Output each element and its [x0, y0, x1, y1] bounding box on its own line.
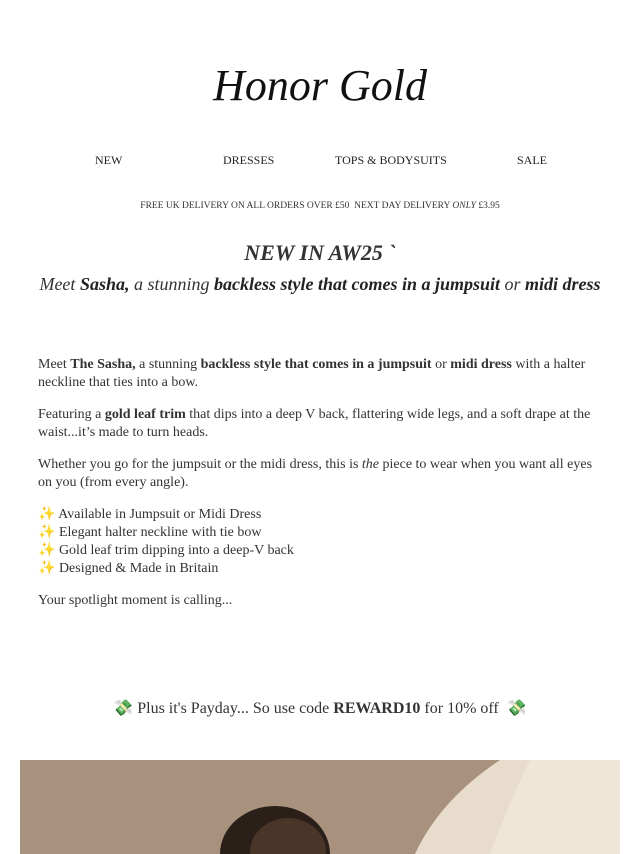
- p3-start: Whether you go for the jumpsuit or the midi dress, this is: [38, 457, 359, 472]
- svg-text:Honor Gold: Honor Gold: [213, 61, 427, 110]
- nav-item-sale[interactable]: SALE: [517, 153, 547, 167]
- product-description: [38, 356, 602, 624]
- money-icon: 💸: [113, 700, 134, 717]
- subhead-meet: Meet: [39, 274, 76, 294]
- page-title: NEW IN AW25 `: [244, 240, 396, 265]
- subhead-midi: midi dress: [525, 274, 601, 294]
- sparkle-icon: ✨: [38, 543, 56, 558]
- feature-item: [38, 560, 602, 578]
- subhead-or: or: [504, 274, 521, 294]
- feature-text: Designed & Made in Britain: [58, 561, 219, 576]
- feature-item: [38, 524, 602, 542]
- hero-image-art: [20, 760, 620, 854]
- discount-code: REWARD10: [333, 700, 421, 717]
- sparkle-icon: ✨: [38, 507, 56, 522]
- next-day-only: ONLY: [452, 201, 476, 211]
- feature-item: [38, 506, 602, 524]
- p2-trim: gold leaf trim: [104, 407, 186, 422]
- subheadline: [0, 274, 640, 295]
- payday-suffix: for 10% off: [424, 700, 499, 717]
- subhead-a-stunning: a stunning: [133, 274, 210, 294]
- next-day-text: NEXT DAY DELIVERY: [354, 201, 451, 211]
- p1-style: backless style that comes in a jumpsuit: [200, 357, 432, 372]
- delivery-promo: [0, 201, 640, 211]
- p3-the: the: [361, 457, 380, 472]
- p1-rest: with a halter neckline that ties into a bow.: [38, 357, 586, 390]
- p1-meet: Meet: [38, 357, 67, 372]
- hero-product-image[interactable]: [20, 760, 620, 854]
- p1-name: The Sasha,: [70, 357, 136, 372]
- discount-code-banner: [0, 698, 640, 718]
- nav-item-dresses[interactable]: DRESSES: [223, 153, 275, 167]
- feature-item: [38, 542, 602, 560]
- p3-rest: piece to wear when you want all eyes on you (from every angle).: [38, 457, 593, 490]
- main-nav: [0, 153, 640, 169]
- brand-logo[interactable]: [0, 56, 640, 126]
- closing-line: Your spotlight moment is calling...: [38, 593, 233, 608]
- delivery-text: FREE UK DELIVERY ON ALL ORDERS OVER £50: [140, 201, 350, 211]
- payday-prefix: Plus it's Payday... So use code: [137, 700, 330, 717]
- feature-text: Gold leaf trim dipping into a deep-V back: [58, 543, 294, 558]
- feature-list: [38, 506, 602, 578]
- subhead-style: backless style that comes in a jumpsuit: [213, 274, 500, 294]
- brand-logo-wordmark: [210, 56, 430, 126]
- next-day-price: £3.95: [478, 201, 500, 211]
- description-paragraph-2: [38, 406, 602, 442]
- description-paragraph-3: [38, 456, 602, 492]
- description-paragraph-1: [38, 356, 602, 392]
- feature-text: Available in Jumpsuit or Midi Dress: [58, 507, 262, 522]
- p2-rest: that dips into a deep V back, flattering wide legs, and a soft drape at the waist...it’s made to turn heads.: [38, 407, 591, 440]
- subhead-name: Sasha,: [79, 274, 130, 294]
- p1-midi: midi dress: [450, 357, 512, 372]
- nav-item-tops-bodysuits[interactable]: TOPS & BODYSUITS: [335, 153, 447, 167]
- feature-text: Elegant halter neckline with tie bow: [58, 525, 262, 540]
- nav-item-new[interactable]: NEW: [95, 153, 123, 167]
- p2-featuring: Featuring a: [38, 407, 102, 422]
- p1-or: or: [435, 357, 447, 372]
- sparkle-icon: ✨: [38, 525, 56, 540]
- sparkle-icon: ✨: [38, 561, 56, 576]
- p1-a-stunning: a stunning: [139, 357, 198, 372]
- money-icon: 💸: [506, 700, 527, 717]
